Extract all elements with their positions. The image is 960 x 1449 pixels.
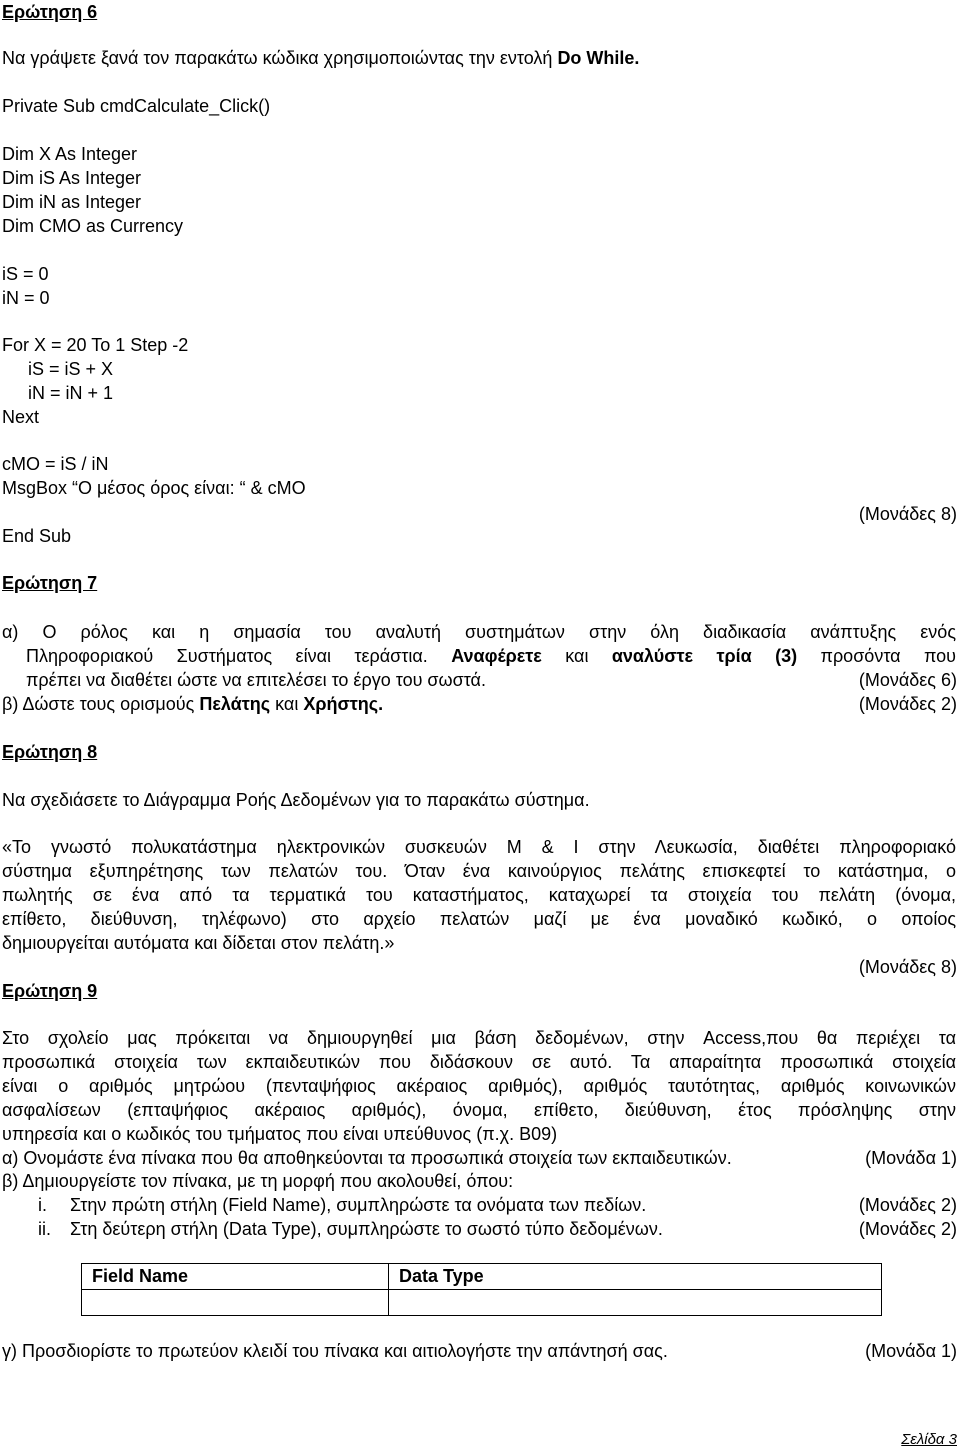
q8-paragraph-line: πωλητής σε ένα από τα τερματικά του καταστήματος, καταχωρεί τα στοιχεία του πελάτη (όνομα, [2,885,956,905]
q6-instruction-bold: Do While. [557,48,640,68]
q7-a-line2 [26,645,956,667]
q9-b-text: β) Δημιουργείστε τον πίνακα, με τη μορφή που ακολουθεί, όπου: [2,1171,514,1191]
q9-item-number: i. [38,1195,47,1215]
data-type-header: Data Type [389,1264,882,1290]
code-line: cMO = iS / iN [2,454,109,474]
q9-item-marks: (Μονάδες 2) [858,1195,957,1215]
code-line: Dim iS As Integer [2,168,142,188]
code-line: iS = 0 [2,264,49,284]
q7-a-line2-text: Πληροφοριακού Συστήματος είναι τεράστια. [26,646,452,666]
q9-item-text: Στη δεύτερη στήλη (Data Type), συμπληρώστε το σωστό τύπο δεδομένων. [70,1219,663,1239]
q8-heading: Ερώτηση 8 [2,742,98,762]
q7-b-bold-2: Χρήστης. [303,694,384,714]
q7-b-bold-1: Πελάτης [199,694,271,714]
q7-a-bold-2: αναλύστε τρία (3) [611,646,798,666]
code-line: Private Sub cmdCalculate_Click() [2,96,271,116]
q8-instruction: Να σχεδιάσετε το Διάγραμμα Ροής Δεδομένων για το παρακάτω σύστημα. [2,790,590,810]
q7-a-line3: πρέπει να διαθέτει ώστε να επιτελέσει το έργο του σωστά. [26,670,486,690]
code-line: Next [2,407,40,427]
q6-instruction [2,47,639,69]
code-line: iN = 0 [2,288,50,308]
page-footer: Σελίδα 3 [901,1431,957,1448]
q9-a-text: α) Ονομάστε ένα πίνακα που θα αποθηκεύονται τα προσωπικά στοιχεία των εκπαιδευτικών. [2,1148,732,1168]
code-line: Dim X As Integer [2,144,138,164]
q6-instruction-text: Να γράψετε ξανά τον παρακάτω κώδικα χρησιμοποιώντας την εντολή [2,48,558,68]
code-line: Dim iN as Integer [2,192,142,212]
field-table [81,1263,882,1316]
q7-b-marks: (Μονάδες 2) [858,694,957,714]
q9-paragraph-last: υπηρεσία και ο κωδικός του τμήματος που είναι υπεύθυνος (π.χ. Β09) [2,1124,558,1144]
q8-paragraph-line: σύστημα εξυπηρέτησης των πελατών του. Όταν ένα καινούργιος πελάτης επισκεφτεί το κατάστημα, ο [2,861,956,881]
q9-item-text: Στην πρώτη στήλη (Field Name), συμπληρώστε τα ονόματα των πεδίων. [70,1195,647,1215]
q7-heading: Ερώτηση 7 [2,573,98,593]
q9-a-marks: (Μονάδα 1) [865,1148,957,1168]
q8-paragraph-line: «Το γνωστό πολυκατάστημα ηλεκτρονικών συσκευών Μ & Ι στην Λευκωσία, διαθέτει πληροφοριακό [2,837,956,857]
q9-paragraph-line: είναι ο αριθμός μητρώου (πενταψήφιος ακέραιος αριθμός), αριθμός ταυτότητας, αριθμός κοινωνικών [2,1076,956,1096]
q9-c-text: γ) Προσδιορίστε το πρωτεύον κλειδί του πίνακα και αιτιολογήστε την απάντησή σας. [2,1341,668,1361]
q7-b-text: β) Δώστε τους ορισμούς [2,694,200,714]
q7-a-line2-mid: και [541,646,612,666]
q9-paragraph-line: ασφαλίσεων (επταψήφιος ακέραιος αριθμός), όνομα, επίθετο, διεύθυνση, έτος πρόσληψης στην [2,1100,956,1120]
q7-b-line [2,693,383,715]
q6-heading: Ερώτηση 6 [2,2,98,22]
q9-c-marks: (Μονάδα 1) [865,1341,957,1361]
q7-a-line2-post: προσόντα που [797,646,956,666]
field-table-header-row [82,1264,882,1290]
q9-paragraph-line: προσωπικά στοιχεία των εκπαιδευτικών που διδάσκουν σε αυτό. Τα απαραίτητα προσωπικά στοιχεία [2,1052,956,1072]
q9-heading: Ερώτηση 9 [2,981,98,1001]
q7-a-line1: α) Ο ρόλος και η σημασία του αναλυτή συστημάτων στην όλη διαδικασία ανάπτυξης ενός [2,622,956,642]
q7-a-marks: (Μονάδες 6) [858,670,957,690]
empty-cell [389,1290,882,1316]
field-table-empty-row [82,1290,882,1316]
code-line: Dim CMO as Currency [2,216,184,236]
code-line: End Sub [2,526,72,546]
q9-paragraph-line: Στο σχολείο μας πρόκειται να δημιουργηθεί μια βάση δεδομένων, στην Access,που θα περιέχει τα [2,1028,956,1048]
q8-paragraph-last: δημιουργείται αυτόματα και δίδεται στον πελάτη.» [2,933,395,953]
q9-item-number: ii. [38,1219,51,1239]
q7-b-mid: και [270,694,304,714]
code-line: iN = iN + 1 [28,383,114,403]
field-name-header: Field Name [82,1264,389,1290]
q7-a-bold-1: Αναφέρετε [451,646,542,666]
empty-cell [82,1290,389,1316]
q6-marks: (Μονάδες 8) [858,504,957,524]
code-line: MsgBox “O μέσος όρος είναι: “ & cMO [2,478,306,498]
q8-marks: (Μονάδες 8) [858,957,957,977]
code-line: iS = iS + X [28,359,114,379]
code-line: For X = 20 To 1 Step -2 [2,335,189,355]
q8-paragraph-line: επίθετο, διεύθυνση, τηλέφωνο) στο αρχείο πελατών μαζί με ένα μοναδικό κωδικό, ο οποίος [2,909,956,929]
q9-item-marks: (Μονάδες 2) [858,1219,957,1239]
